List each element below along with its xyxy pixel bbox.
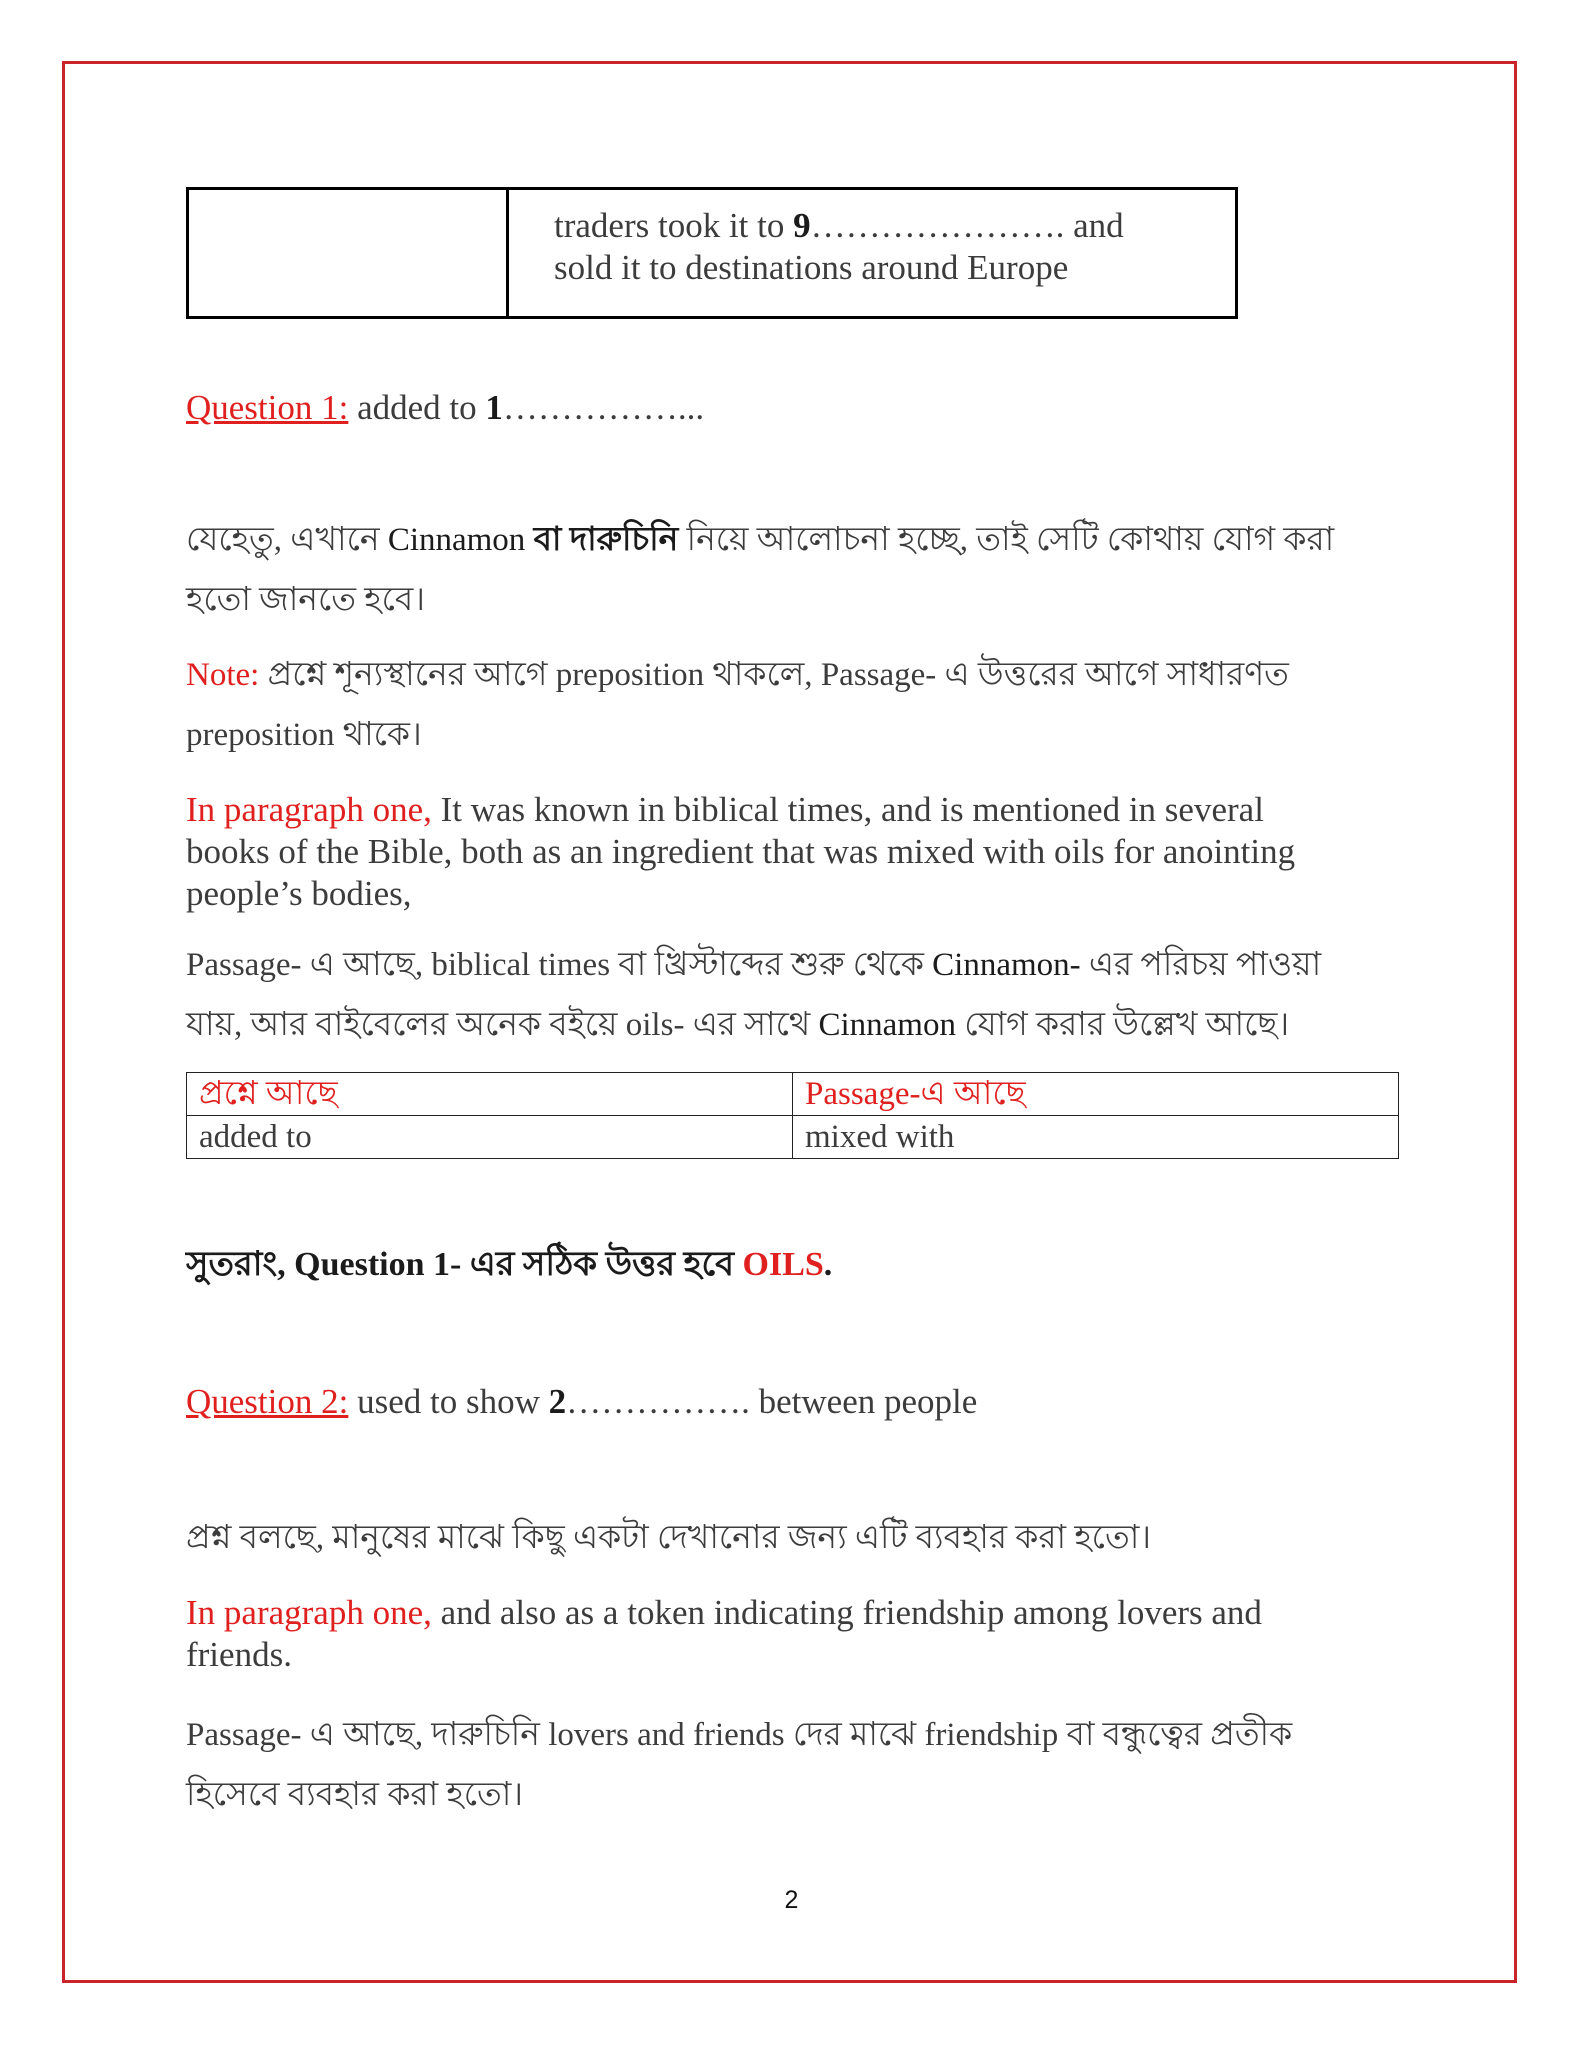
q9-number: 9 (793, 206, 811, 245)
header-passage-en: Passage- (805, 1076, 921, 1112)
cell-mixed-with: mixed with (793, 1116, 1399, 1159)
question-1-heading (186, 387, 704, 429)
table-row (187, 1116, 1399, 1159)
question-9-cell (554, 205, 1194, 289)
q1-paragraph-text: It was known in biblical times, and is mentioned in several books of the Bible, both as an ingredient that was mixed with oils for anointing people’s bodies, (186, 790, 1296, 913)
q9-line2: sold it to destinations around Europe (554, 248, 1069, 287)
q1-passage-line2-part1: যায়, আর বাইবেলের অনেক বইয়ে (186, 1007, 626, 1043)
q1-answer (186, 1240, 832, 1290)
header-question-has: প্রশ্নে আছে (187, 1073, 793, 1116)
q2-passage-part4: দের মাঝে (784, 1717, 925, 1753)
q1-bangla-explanation (186, 510, 1406, 630)
q2-paragraph-label: In paragraph one, (186, 1593, 432, 1632)
q1-passage-word: Passage- (186, 947, 302, 983)
q2-passage-word: Passage- (186, 1717, 302, 1753)
question-1-number: 1 (485, 388, 503, 427)
comparison-table (186, 1072, 1399, 1159)
note-part3: এ উত্তরের আগে সাধারণত (936, 657, 1289, 693)
question-1-text: added to (348, 388, 486, 427)
note-part1: প্রশ্নে শূন্যস্থানের আগে (259, 657, 556, 693)
q1-passage-cinnamon: Cinnamon- (932, 947, 1081, 983)
answer-so: সুতরাং, (186, 1246, 295, 1283)
q2-passage-line2: হিসেবে ব্যবহার করা হতো। (186, 1777, 524, 1813)
q1-paragraph-quote (186, 789, 1356, 915)
answer-question-ref: Question 1- (294, 1246, 462, 1283)
note-preposition: preposition (555, 657, 705, 693)
q1-passage-part2: এ আছে, (301, 947, 432, 983)
q1-passage-line2-oils: oils- (625, 1007, 685, 1043)
q1-explain-darchini: বা দারুচিনি (525, 522, 679, 558)
answer-oils: OILS (742, 1246, 824, 1283)
cell-added-to: added to (187, 1116, 793, 1159)
table-row (187, 1073, 1399, 1116)
note-line2-preposition: preposition (186, 717, 335, 753)
q9-prefix: traders took it to (554, 206, 794, 245)
q2-passage-part6: বা বন্ধুত্বের প্রতীক (1058, 1717, 1293, 1753)
q2-paragraph-quote (186, 1592, 1356, 1676)
question-2-text: used to show (348, 1382, 549, 1421)
q1-explain-part3: নিয়ে আলোচনা হচ্ছে, তাই সেটি কোথায় যোগ করা (678, 522, 1335, 558)
q1-passage-explanation (186, 935, 1416, 1055)
table-divider (506, 190, 509, 316)
q1-passage-line2-part5: যোগ করার উল্লেখ আছে। (955, 1007, 1290, 1043)
q2-passage-explanation (186, 1705, 1416, 1825)
q2-paragraph-text: and also as a token indicating friendship among lovers and friends. (186, 1593, 1262, 1674)
q1-passage-line2-part3: এর সাথে (684, 1007, 819, 1043)
header-passage-bn: এ আছে (920, 1076, 1026, 1112)
q2-passage-lovers: lovers and friends (548, 1717, 785, 1753)
answer-correct-is: এর সঠিক উত্তর হবে (461, 1246, 743, 1283)
page-number: 2 (784, 1886, 799, 1914)
note-label: Note: (186, 657, 260, 693)
q2-bangla-explanation: প্রশ্ন বলছে, মানুষের মাঝে কিছু একটা দেখানোর জন্য এটি ব্যবহার করা হতো। (186, 1520, 1152, 1556)
q1-passage-biblical: biblical times (431, 947, 611, 983)
question-table-fragment (186, 187, 1238, 319)
question-2-heading (186, 1381, 977, 1423)
answer-dot: . (823, 1246, 833, 1283)
q1-passage-line2-cinnamon: Cinnamon (818, 1007, 956, 1043)
q9-blank: …………………. and (810, 206, 1124, 245)
header-passage-has (793, 1073, 1399, 1116)
q1-passage-part6: এর পরিচয় পাওয়া (1080, 947, 1322, 983)
q1-explain-part1: যেহেতু, এখানে (186, 522, 388, 558)
q2-passage-part2: এ আছে, দারুচিনি (301, 1717, 549, 1753)
question-2-label: Question 2: (186, 1382, 349, 1421)
q1-explain-cinnamon: Cinnamon (387, 522, 526, 558)
q1-note (186, 645, 1406, 765)
question-2-number: 2 (548, 1382, 567, 1421)
q2-passage-friendship: friendship (924, 1717, 1059, 1753)
question-2-blank: ……………. between people (566, 1382, 978, 1421)
note-part2: থাকলে, (704, 657, 821, 693)
q1-explain-line2: হতো জানতে হবে। (186, 582, 426, 618)
note-passage: Passage- (820, 657, 937, 693)
question-1-blank: ……………... (502, 388, 705, 427)
q1-paragraph-label: In paragraph one, (186, 790, 432, 829)
q1-passage-part4: বা খ্রিস্টাব্দের শুরু থেকে (610, 947, 933, 983)
note-line2-end: থাকে। (334, 717, 422, 753)
question-1-label: Question 1: (186, 388, 349, 427)
